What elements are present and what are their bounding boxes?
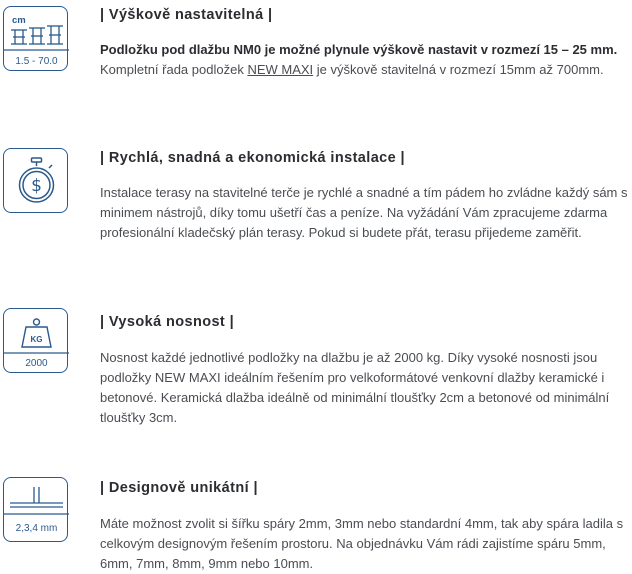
feature-height-adjustable: [0, 0, 632, 120]
description-text-end: je výškově stavitelná v rozmezí 15mm až 700mm.: [313, 62, 604, 77]
feature-title: | Designově unikátní |: [100, 480, 258, 496]
stopwatch-dollar-icon: [3, 148, 68, 213]
joint-width-icon: [3, 477, 68, 542]
new-maxi-link[interactable]: NEW MAXI: [247, 62, 314, 77]
feature-high-load-capacity: [0, 300, 632, 440]
icon-unit-kg: KG: [30, 335, 43, 344]
icon-weight-value: 2000: [25, 358, 48, 369]
feature-quick-installation: [0, 140, 632, 280]
feature-title: | Výškově nastavitelná |: [100, 7, 273, 23]
height-adjust-icon: [3, 6, 68, 71]
description-text: Kompletní řada podložek: [100, 62, 248, 77]
feature-title: | Rychlá, snadná a ekonomická instalace |: [100, 150, 405, 166]
weight-kg-icon: [3, 308, 68, 373]
feature-description: Máte možnost zvolit si šířku spáry 2mm, 3mm nebo standardní 4mm, tak aby spára ladila s celkovým designovým řešením prostoru. Na objednávku Vám rádi zajistíme spáru 5mm, 6mm, 7mm, 8mm, 9mm nebo 10mm.: [100, 516, 624, 571]
feature-description: Nosnost každé jednotlivé podložky na dlažbu je až 2000 kg. Díky vysoké nosnosti jsou podložky NEW MAXI ideálním řešením pro velkoformátové venkovní dlažby keramické i betonové. Keramická dlažba ideálně od minimální tloušťky 2cm a betonové od minimální tloušťky 3cm.: [100, 350, 610, 425]
description-highlight: Podložku pod dlažbu NM0 je možné plynule výškově nastavit v rozmezí 15 – 25 mm.: [100, 42, 618, 57]
feature-description: [100, 40, 632, 80]
icon-range-label: 1.5 - 70.0: [15, 56, 58, 67]
dollar-sign: $: [31, 176, 42, 196]
feature-description: Instalace terasy na stavitelné terče je rychlé a snadné a tím pádem ho zvládne každý sám s minimem nástrojů, díky tomu ušetří čas a peníze. Na vyžádání Vám zpracujeme zdarma profesionální kladečský plán terasy. Pokud si budete přát, terasu přijedeme zaměřit.: [100, 185, 628, 240]
feature-unique-design: [0, 460, 632, 571]
feature-title: | Vysoká nosnost |: [100, 314, 235, 330]
icon-unit-cm: cm: [12, 15, 26, 26]
icon-joint-value: 2,3,4 mm: [15, 523, 58, 534]
